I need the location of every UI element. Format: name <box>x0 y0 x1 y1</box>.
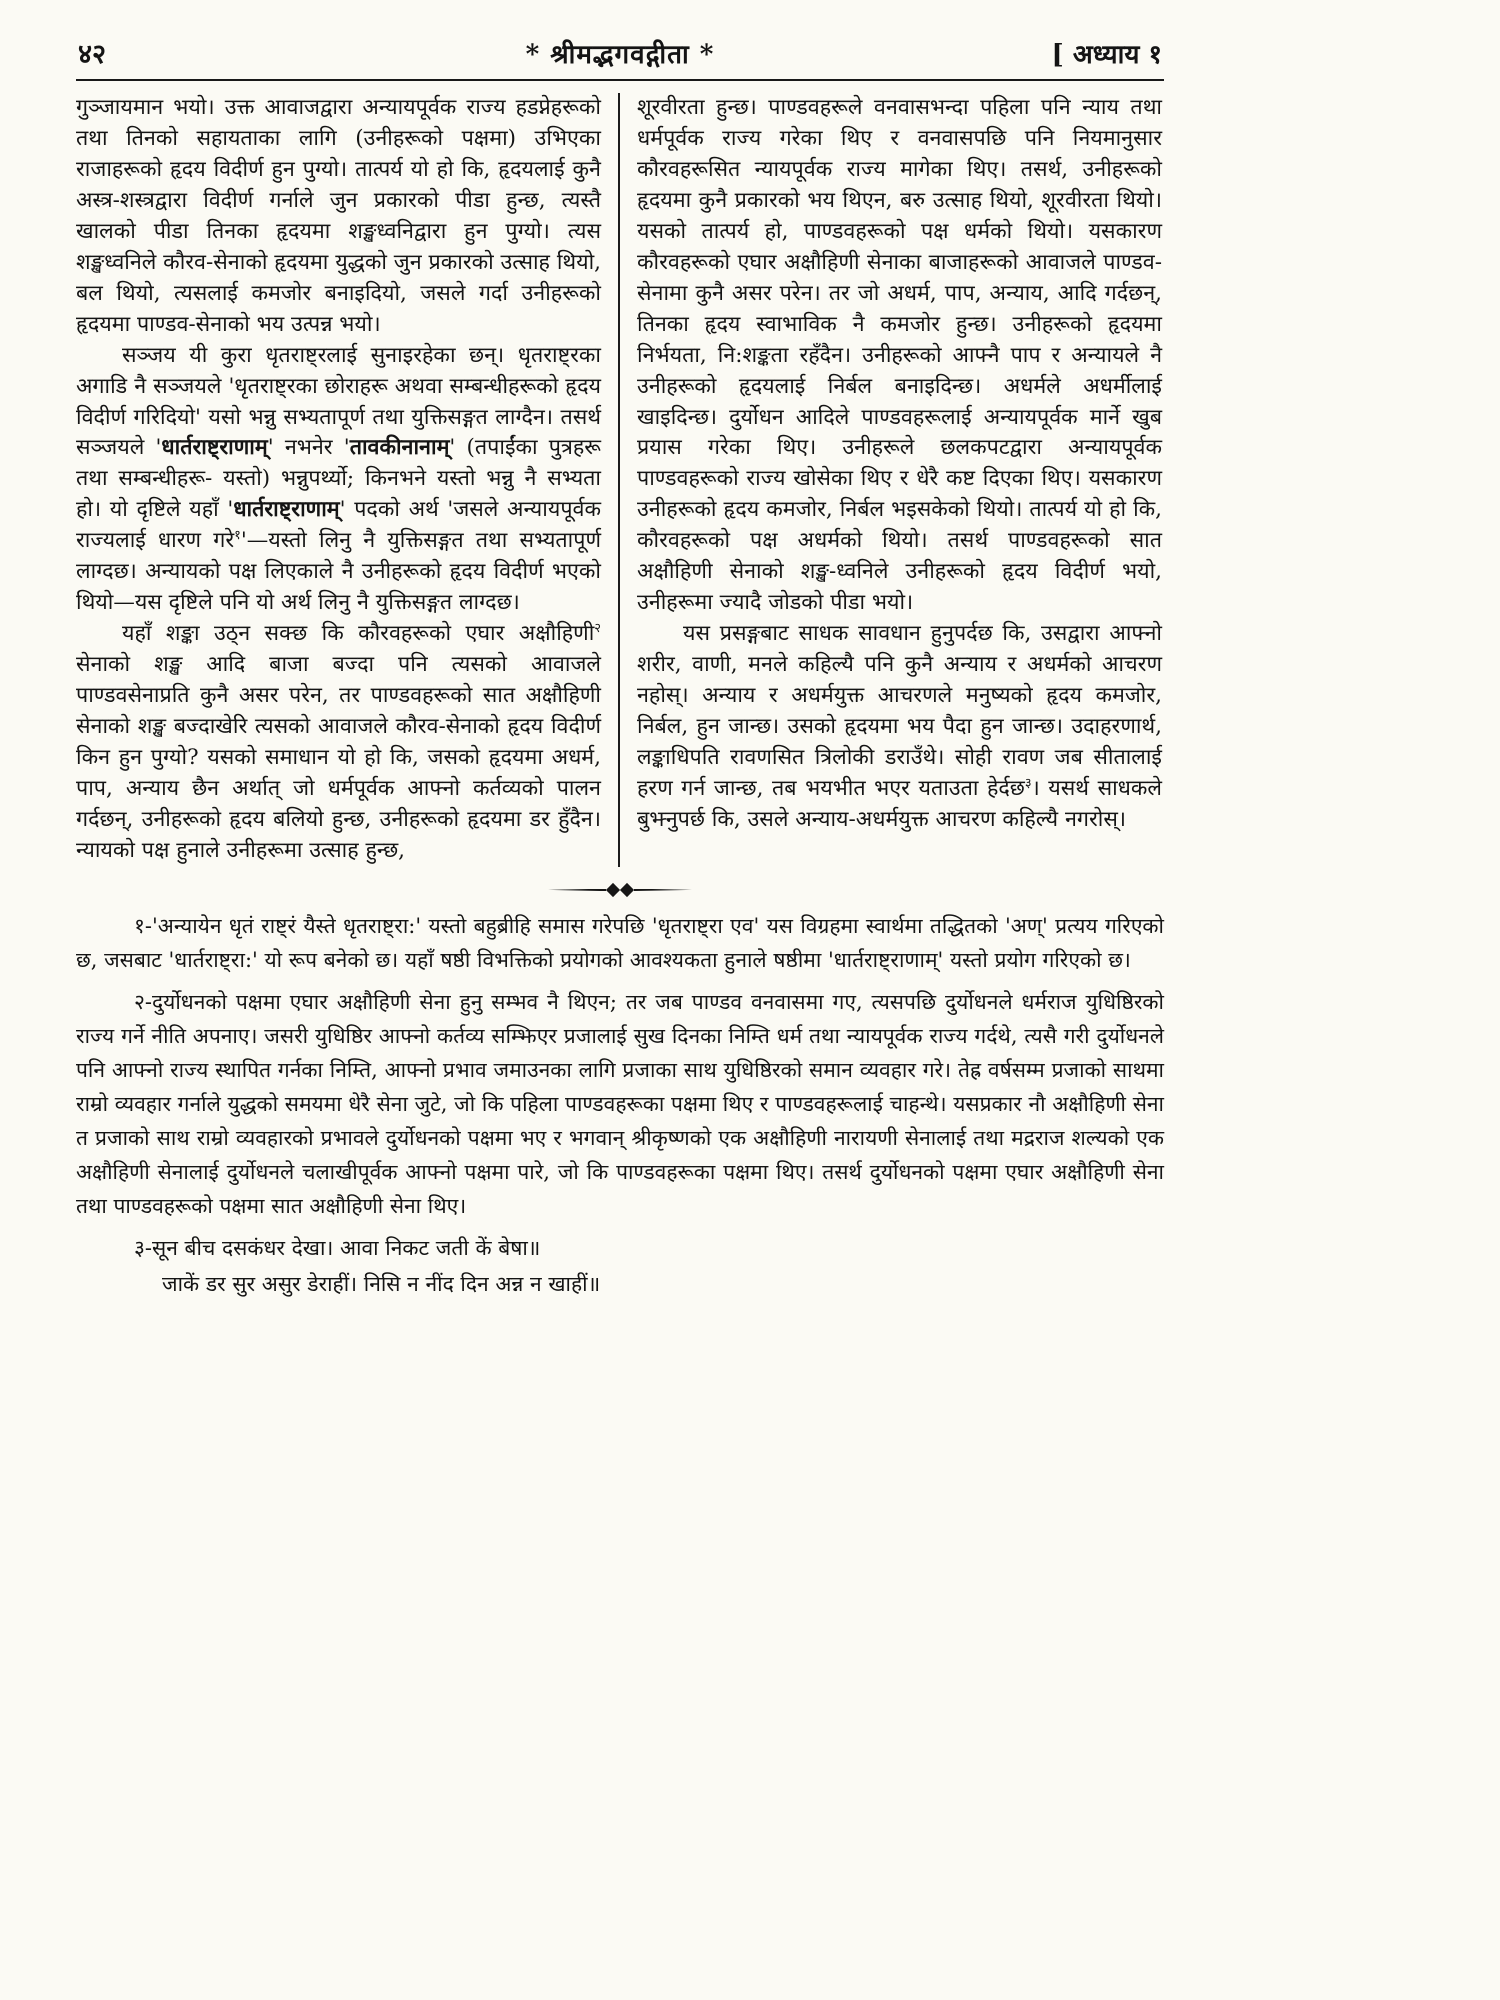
page-number: ४२ <box>78 39 107 70</box>
footnotes <box>76 909 1164 1301</box>
right-column <box>637 93 1162 867</box>
section-divider-ornament <box>76 885 1164 895</box>
paragraph: गुञ्जायमान भयो। उक्त आवाजद्वारा अन्यायपूर्वक राज्य हडप्नेहरूको तथा तिनको सहायताका लागि (उनीहरूको पक्षमा) उभिएका राजाहरूको हृदय विदीर्ण हुन पुग्यो। तात्पर्य यो हो कि, हृदयलाई कुनै अस्त्र-शस्त्रद्वारा विदीर्ण गर्नाले जुन प्रकारको पीडा हुन्छ, त्यस्तै खालको पीडा तिनका हृदयमा शङ्खध्वनिद्वारा हुन पुग्यो। त्यस शङ्खध्वनिले कौरव-सेनाको हृदयमा युद्धको जुन प्रकारको उत्साह थियो, बल थियो, त्यसलाई कमजोर बनाइदियो, जसले गर्दा उनीहरूको हृदयमा पाण्डव-सेनाको भय उत्पन्न भयो। <box>76 95 601 337</box>
footnote-2: २-दुर्योधनको पक्षमा एघार अक्षौहिणी सेना हुनु सम्भव नै थिएन; तर जब पाण्डव वनवासमा गए, त्यसपछि दुर्योधनले धर्मराज युधिष्ठिरको राज्य गर्ने नीति अपनाए। जसरी युधिष्ठिर आफ्नो कर्तव्य सम्झिएर प्रजालाई सुख दिनका निम्ति धर्म तथा न्यायपूर्वक राज्य गर्दथे, त्यसै गरी दुर्योधनले पनि आफ्नो राज्य स्थापित गर्नका निम्ति, आफ्नो प्रभाव जमाउनका लागि प्रजाका साथ युधिष्ठिरको समान व्यवहार गरे। तेह्र वर्षसम्म प्रजाको साथमा राम्रो व्यवहार गर्नाले युद्धको समयमा धेरै सेना जुटे, जो कि पहिला पाण्डवहरूका पक्षमा थिए र पाण्डवहरूलाई चाहन्थे। यसप्रकार नौ अक्षौहिणी सेना त प्रजाको साथ राम्रो व्यवहारको प्रभावले दुर्योधनको पक्षमा भए र भगवान् श्रीकृष्णको एक अक्षौहिणी नारायणी सेनालाई तथा मद्रराज शल्यको एक अक्षौहिणी सेनालाई दुर्योधनले चलाखीपूर्वक आफ्नो पक्षमा पारे, जो कि पाण्डवहरूका पक्षमा थिए। तसर्थ दुर्योधनको पक्षमा एघार अक्षौहिणी सेना तथा पाण्डवहरूको पक्षमा सात अक्षौहिणी सेना थिए। <box>76 989 1164 1218</box>
paragraph: यहाँ शङ्का उठ्न सक्छ कि कौरवहरूको एघार अक्षौहिणी$^२$ सेनाको शङ्ख आदि बाजा बज्दा पनि त्यसको आवाजले पाण्डवसेनाप्रति कुनै असर परेन, तर पाण्डवहरूको सात अक्षौहिणी सेनाको शङ्ख बज्दाखेरि त्यसको आवाजले कौरव-सेनाको हृदय विदीर्ण किन हुन पुग्यो? यसको समाधान यो हो कि, जसको हृदयमा अधर्म, पाप, अन्याय छैन अर्थात् जो धर्मपूर्वक आफ्नो कर्तव्यको पालन गर्दछन्, उनीहरूको हृदय बलियो हुन्छ, उनीहरूको हृदयमा डर हुँदैन। न्यायको पक्ष हुनाले उनीहरूमा उत्साह हुन्छ, <box>76 621 601 863</box>
footnote-3-verse-line-1: ३-सून बीच दसकंधर देखा। आवा निकट जती कें बेषा॥ <box>134 1235 541 1260</box>
paragraph: यस प्रसङ्गबाट साधक सावधान हुनुपर्दछ कि, उसद्वारा आफ्नो शरीर, वाणी, मनले कहिल्यै पनि कुनै अन्याय र अधर्मको आचरण नहोस्। अन्याय र अधर्मयुक्त आचरणले मनुष्यको हृदय कमजोर, निर्बल, हुन जान्छ। उसको हृदयमा भय पैदा हुन जान्छ। उदाहरणार्थ, लङ्काधिपति रावणसित त्रिलोकी डराउँथे। सोही रावण जब सीतालाई हरण गर्न जान्छ, तब भयभीत भएर यताउता हेर्दछ$^३$। यसर्थ साधकले बुझ्नुपर्छ कि, उसले अन्याय-अधर्मयुक्त आचरण कहिल्यै नगरोस्। <box>637 621 1162 832</box>
main-text <box>76 93 1164 867</box>
book-title: * श्रीमद्भगवद्गीता * <box>525 40 715 70</box>
divider-line-left <box>548 889 606 892</box>
paragraph: सञ्जय यी कुरा धृतराष्ट्रलाई सुनाइरहेका छन्। धृतराष्ट्रका अगाडि नै सञ्जयले 'धृतराष्ट्रका छोराहरू अथवा सम्बन्धीहरूको हृदय विदीर्ण गरिदियो' यसो भन्नु सभ्यतापूर्ण तथा युक्तिसङ्गत लाग्दैन। तसर्थ सञ्जयले 'धार्तराष्ट्राणाम्' नभनेर 'तावकीनानाम्' (तपाईंका पुत्रहरू तथा सम्बन्धीहरू- यस्तो) भन्नुपर्थ्यो; किनभने यस्तो भन्नु नै सभ्यता हो। यो दृष्टिले यहाँ 'धार्तराष्ट्राणाम्' पदको अर्थ 'जसले अन्यायपूर्वक राज्यलाई धारण गरे$^१$'—यस्तो लिनु नै युक्तिसङ्गत तथा सभ्यतापूर्ण लाग्दछ। अन्यायको पक्ष लिएकाले नै उनीहरूको हृदय विदीर्ण भएको थियो—यस दृष्टिले पनि यो अर्थ लिनु नै युक्तिसङ्गत लाग्दछ। <box>76 342 602 616</box>
divider-diamond-left <box>606 883 620 897</box>
divider-line-right <box>634 889 692 892</box>
page-content <box>76 34 1164 1301</box>
page-header <box>76 34 1164 79</box>
paragraph: शूरवीरता हुन्छ। पाण्डवहरूले वनवासभन्दा पहिला पनि न्याय तथा धर्मपूर्वक राज्य गरेका थिए र वनवासपछि पनि नियमानुसार कौरवहरूसित न्यायपूर्वक राज्य मागेका थिए। तसर्थ, उनीहरूको हृदयमा कुनै प्रकारको भय थिएन, बरु उत्साह थियो, शूरवीरता थियो। यसको तात्पर्य हो, पाण्डवहरूको पक्ष धर्मको थियो। यसकारण कौरवहरूको एघार अक्षौहिणी सेनाका बाजाहरूको आवाजले पाण्डव-सेनामा कुनै असर परेन। तर जो अधर्म, पाप, अन्याय, आदि गर्दछन्, तिनका हृदय स्वाभाविक नै कमजोर हुन्छ। उनीहरूको हृदयमा निर्भयता, नि:शङ्कता रहँदैन। उनीहरूको आफ्नै पाप र अन्यायले नै उनीहरूको हृदयलाई निर्बल बनाइदिन्छ। अधर्मले अधर्मीलाई खाइदिन्छ। दुर्योधन आदिले पाण्डवहरूलाई अन्यायपूर्वक मार्ने खुब प्रयास गरेका थिए। उनीहरूले छलकपटद्वारा अन्यायपूर्वक पाण्डवहरूको राज्य खोसेका थिए र धेरै कष्ट दिएका थिए। यसकारण उनीहरूको हृदय कमजोर, निर्बल भइसकेको थियो। तात्पर्य यो हो कि, कौरवहरूको पक्ष अधर्मको थियो। तसर्थ पाण्डवहरूको सात अक्षौहिणी सेनाको शङ्ख-ध्वनिले उनीहरूको हृदय विदीर्ण भयो, उनीहरूमा ज्यादै जोडको पीडा भयो। <box>637 95 1162 616</box>
column-divider <box>618 93 620 867</box>
header-rule <box>76 79 1164 81</box>
footnote-1: १-'अन्यायेन धृतं राष्ट्रं यैस्ते धृतराष्ट्रा:' यस्तो बहुब्रीहि समास गरेपछि 'धृतराष्ट्रा एव' यस विग्रहमा स्वार्थमा तद्धितको 'अण्' प्रत्यय गरिएको छ, जसबाट 'धार्तराष्ट्रा:' यो रूप बनेको छ। यहाँ षष्ठी विभक्तिको प्रयोगको आवश्यकता हुनाले षष्ठीमा 'धार्तराष्ट्राणाम्' यस्तो प्रयोग गरिएको छ। <box>76 913 1164 972</box>
chapter-label: [ अध्याय १ <box>1051 40 1162 70</box>
left-column <box>76 93 601 867</box>
divider-diamond-right <box>620 883 634 897</box>
footnote-3-verse-line-2: जाकें डर सुर असुर डेराहीं। निसि न नींद दिन अन्न न खाहीं॥ <box>162 1271 601 1296</box>
